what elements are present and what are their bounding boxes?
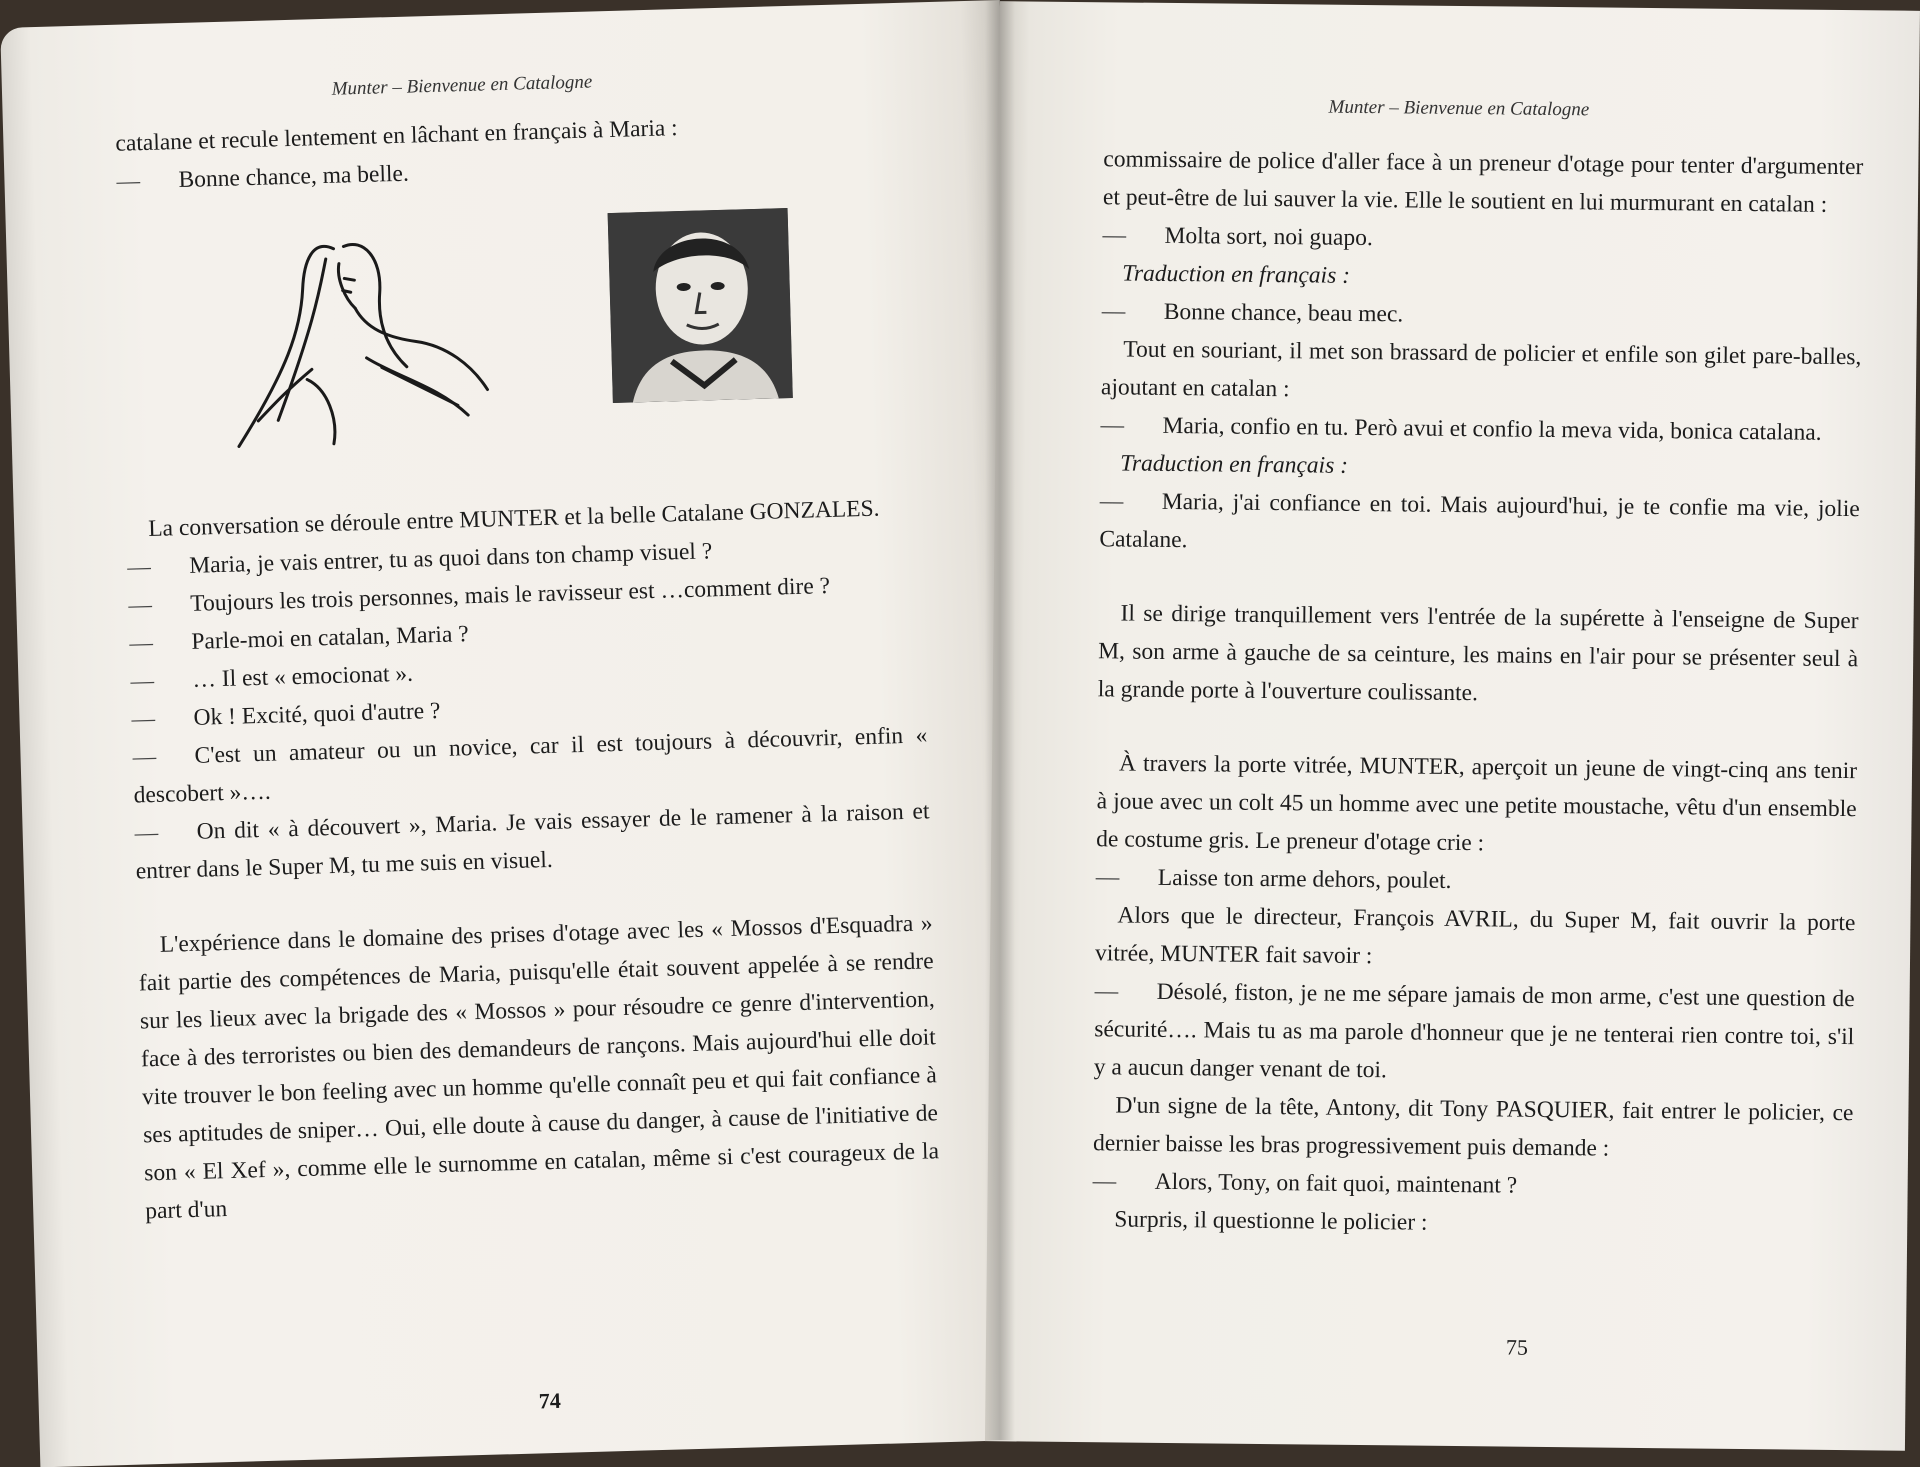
dialogue-line: — Désolé, fiston, je ne me sépare jamais de mon arme, c'est une question de sécurité…. Mais tu as ma parole d'honneur que je ne tenterai rien contre toi, s'il y a aucun danger venant de toi. <box>1094 972 1855 1094</box>
dialogue-line: — Laisse ton arme dehors, poulet. <box>1096 858 1856 904</box>
dialogue-line: — Maria, je vais entrer, tu as quoi dans ton champ visuel ? <box>127 526 923 586</box>
dialogue-line: — Maria, j'ai confiance en toi. Mais aujourd'hui, je te confie ma vie, jolie Catalane. <box>1099 482 1860 566</box>
dialogue-line: — Molta sort, noi guapo. <box>1102 216 1862 262</box>
paragraph: catalane et recule lentement en lâchant en français à Maria : <box>115 115 678 157</box>
running-header: Munter – Bienvenue en Catalogne <box>1328 96 1590 121</box>
page-number: 75 <box>1505 1334 1529 1360</box>
translation-label: Traduction en français : <box>1120 450 1349 479</box>
paragraph: À travers la porte vitrée, MUNTER, aperçoit un jeune de vingt-cinq ans tenir à joue avec un colt 45 un homme avec une petite moustache, vêtu d'un ensemble de costume gris. Le preneur d'otage crie : <box>1096 750 1858 857</box>
paragraph: L'expérience dans le domaine des prises d'otage avec les « Mossos d'Esquadra » fait partie des compétences de Maria, puisqu'elle était souvent appelée à se rendre sur les lieux avec la brigade des « Mossos » pour résoudre ce genre d'intervention, face à des terroristes ou bien des demandeurs de rançons. Mais aujourd'hui elle doit vite trouver le bon feeling avec un homme qu'elle connaît peu et qui fait confiance à ses aptitudes de sniper… Oui, elle doute à cause du danger, à cause de l'initiative de son « El Xef », comme elle le surnomme en catalan, même si c'est courageux de la part d'un <box>138 910 940 1225</box>
page-body <box>1092 140 1863 1246</box>
paragraph: La conversation se déroule entre MUNTER et la belle Catalane GONZALES. <box>147 495 880 543</box>
dialogue-line: — Parle-moi en catalan, Maria ? <box>129 602 925 662</box>
paragraph: Tout en souriant, il met son brassard de policier et enfile son gilet pare-balles, ajoutant en catalan : <box>1100 336 1862 403</box>
book-gutter <box>985 0 1015 1440</box>
dialogue-line: — … Il est « emocionat ». <box>130 640 926 700</box>
page-number: 74 <box>538 1387 562 1414</box>
paragraph: D'un signe de la tête, Antony, dit Tony PASQUIER, fait entrer le policier, ce dernier baisse les bras progressivement puis demande : <box>1092 1092 1854 1162</box>
illustrations <box>117 183 920 505</box>
translation-label: Traduction en français : <box>1122 260 1351 289</box>
dialogue-line: — Bonne chance, beau mec. <box>1102 292 1862 338</box>
running-header: Munter – Bienvenue en Catalogne <box>331 71 593 100</box>
paragraph: Alors que le directeur, François AVRIL, du Super M, fait ouvrir la porte vitrée, MUNTER fait savoir : <box>1094 902 1856 970</box>
paragraph: commissaire de police d'aller face à un preneur d'otage pour tenter d'argumenter et peut-être de lui sauver la vie. Elle le soutient en lui murmurant en catalan : <box>1102 146 1864 218</box>
dialogue-line: — On dit « à découvert », Maria. Je vais essayer de le ramener à la raison et entrer dans le Super M, tu me suis en visuel. <box>134 792 931 890</box>
dialogue-line: — C'est un amateur ou un novice, car il est toujours à découvrir, enfin « descobert »…. <box>132 716 929 814</box>
right-page <box>985 1 1920 1451</box>
paragraph: Surpris, il questionne le policier : <box>1114 1206 1428 1236</box>
dialogue-line: — Alors, Tony, on fait quoi, maintenant ? <box>1092 1162 1852 1208</box>
dialogue-line: — Maria, confio en tu. Però avui et confio la meva vida, bonica catalana. <box>1100 406 1860 452</box>
dialogue-line: — Bonne chance, ma belle. <box>116 141 912 201</box>
dialogue-line: — Toujours les trois personnes, mais le ravisseur est …comment dire ? <box>128 564 924 624</box>
paragraph: Il se dirige tranquillement vers l'entrée de la supérette à l'enseigne de Super M, son arme à gauche de sa ceinture, les mains en l'air pour se présenter seul à la grande porte à l'ouverture coulissante. <box>1097 600 1859 707</box>
woman-sketch-image <box>213 214 499 452</box>
man-portrait-image <box>608 208 793 403</box>
dialogue-line: — Ok ! Excité, quoi d'autre ? <box>131 678 927 738</box>
page-body <box>115 103 941 1231</box>
